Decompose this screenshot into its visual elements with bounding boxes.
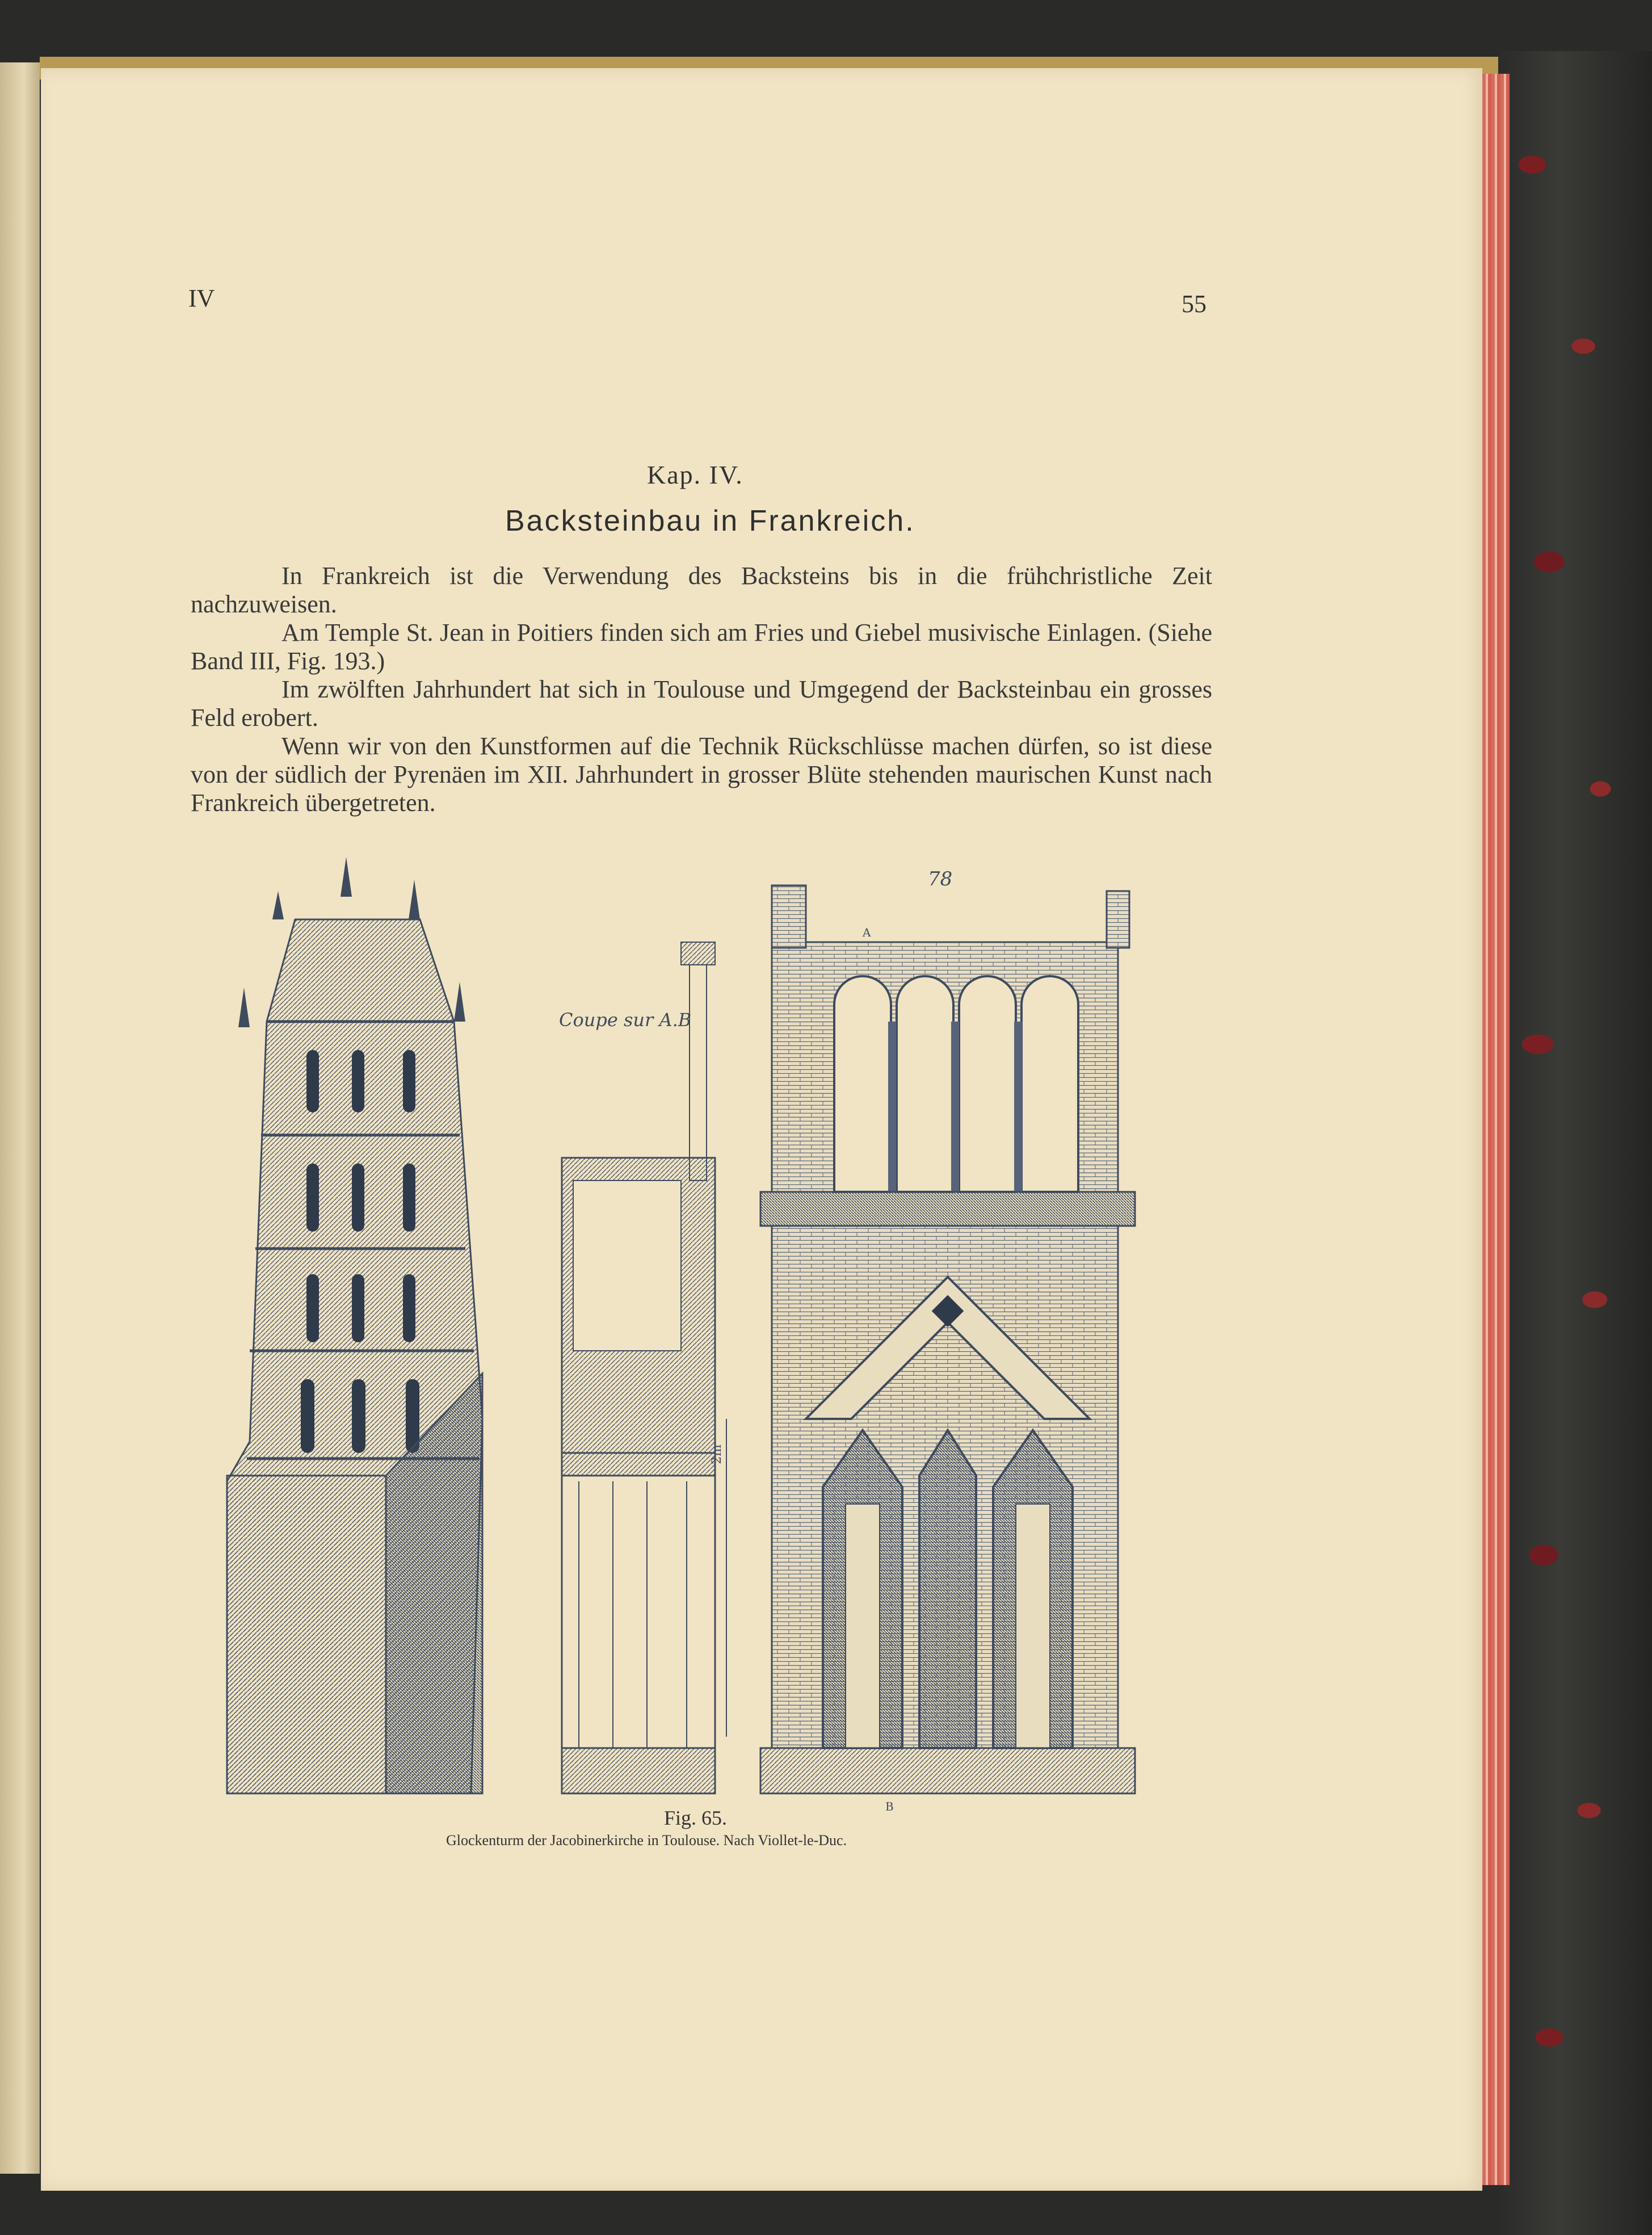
page-number: 55 <box>1182 290 1207 318</box>
section-heading: Backsteinbau in Frankreich. <box>505 505 915 537</box>
paragraph: Wenn wir von den Kunstformen auf die Technik Rückschlüsse machen dürfen, so ist diese von der südlich der Pyrenäen im XII. Jahrhundert in grosser Blüte stehenden maurischen Kunst nach Frankreich übergetreten. <box>191 732 1212 817</box>
left-page-edge <box>0 62 40 2174</box>
engraving-illustration <box>216 851 1180 1810</box>
page-edges-red <box>1482 74 1510 2185</box>
figure-subcaption: Glockenturm der Jacobinerkirche in Toulouse. Nach Viollet-le-Duc. <box>446 1832 847 1849</box>
figure-engraving <box>216 851 1180 1810</box>
point-b-label: B <box>885 1800 894 1810</box>
paragraph: Am Temple St. Jean in Poitiers finden sich am Fries und Giebel musivische Einlagen. (Siehe Band III, Fig. 193.) <box>191 619 1212 675</box>
body-text <box>191 562 1212 817</box>
paragraph: Im zwölften Jahrhundert hat sich in Toulouse und Umgegend der Backsteinbau ein grosses Feld erobert. <box>191 675 1212 732</box>
chapter-label: Kap. IV. <box>647 460 743 489</box>
marbled-binding <box>1498 51 1652 2235</box>
section-drawing <box>559 942 726 1793</box>
dimension-label: 2m <box>710 1444 724 1464</box>
paragraph: In Frankreich ist die Verwendung des Backsteins bis in die frühchristliche Zeit nachzuweisen. <box>191 562 1212 618</box>
section-label: Coupe sur A.B <box>559 1009 692 1031</box>
elevation-drawing <box>760 868 1135 1810</box>
figure-number-label: 78 <box>928 868 953 890</box>
figure-caption: Fig. 65. <box>664 1807 728 1829</box>
point-a-label: A <box>863 926 871 939</box>
tower-perspective <box>227 857 482 1793</box>
running-head-left: IV <box>188 284 215 312</box>
